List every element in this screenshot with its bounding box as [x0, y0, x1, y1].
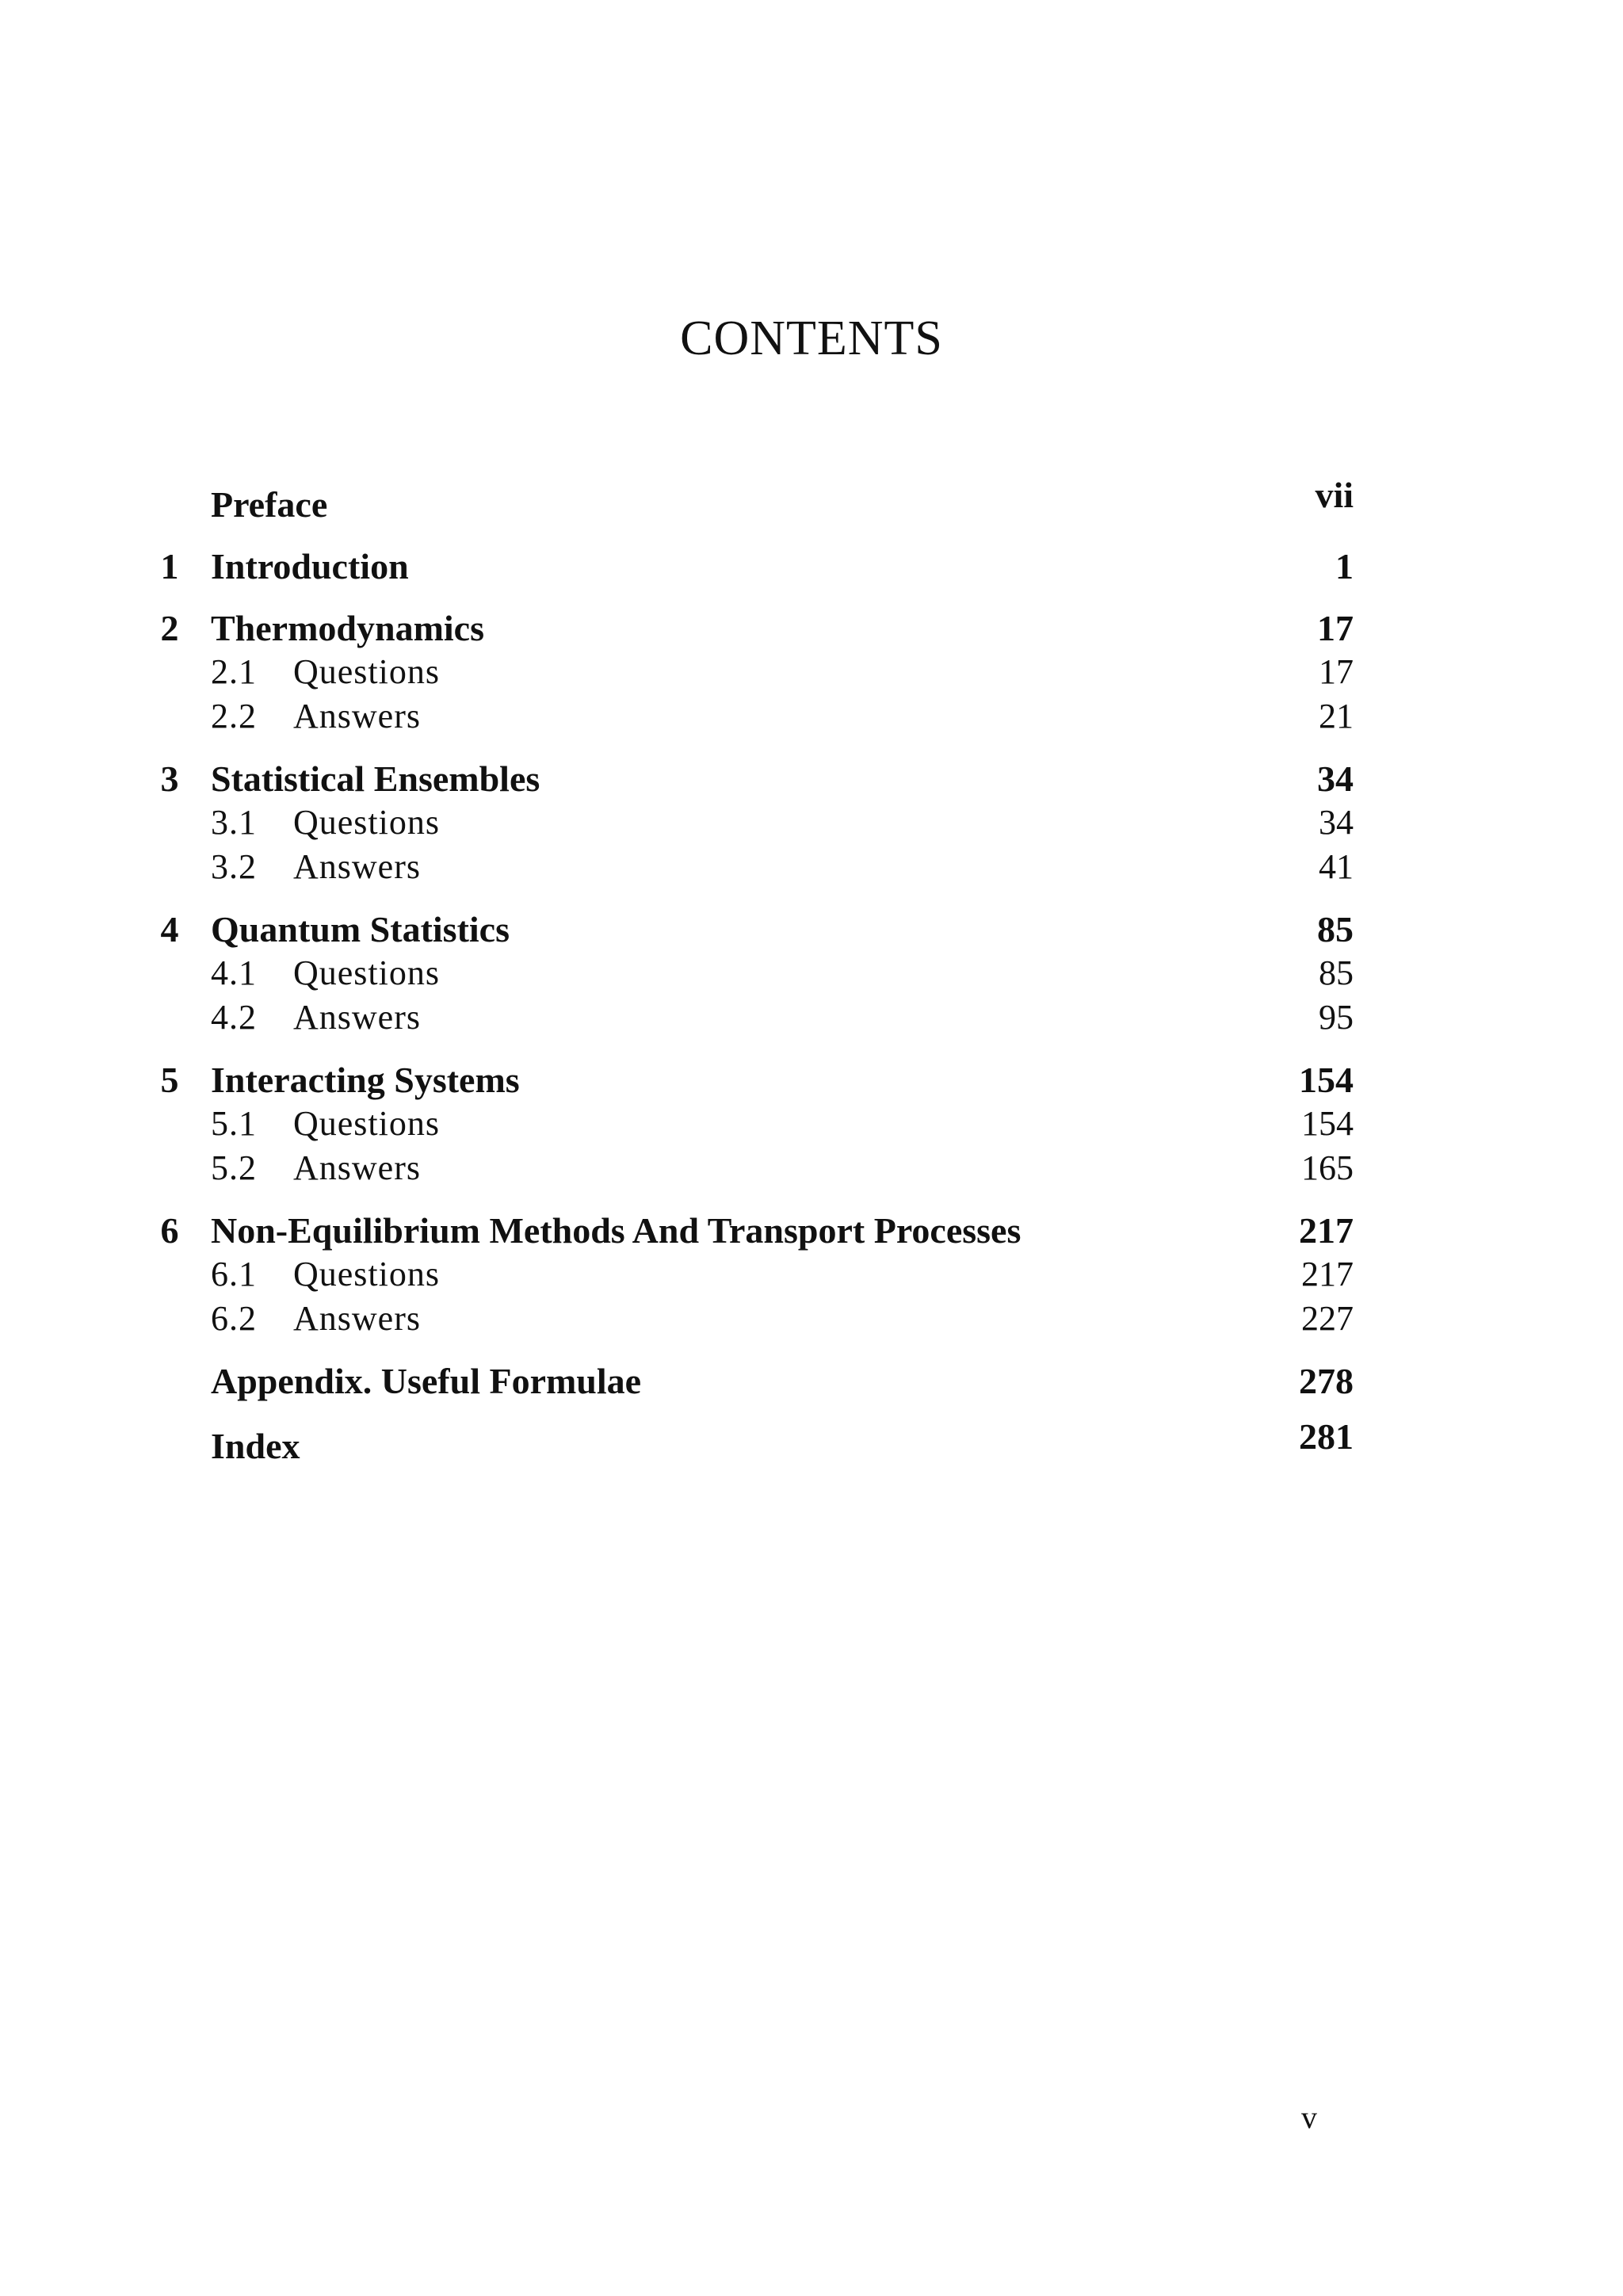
- section-number: 4.1: [211, 953, 257, 992]
- toc-entry-section-3-2[interactable]: [0, 846, 1623, 891]
- page-ref: 41: [1319, 847, 1354, 886]
- toc-entry-chapter-2[interactable]: [0, 607, 1623, 651]
- chapter-title: Quantum Statistics: [211, 909, 510, 949]
- section-title: Answers: [293, 847, 421, 886]
- page-ref: 17: [1319, 652, 1354, 691]
- chapter-number: 1: [160, 546, 179, 586]
- toc-entry-chapter-6[interactable]: [0, 1209, 1623, 1254]
- section-title: Questions: [293, 652, 440, 691]
- chapter-title: Introduction: [211, 546, 409, 586]
- toc-entry-index[interactable]: [0, 1416, 1623, 1469]
- chapter-title: Thermodynamics: [211, 608, 484, 648]
- section-number: 5.2: [211, 1148, 257, 1187]
- chapter-number: 5: [160, 1060, 179, 1100]
- section-title: Questions: [293, 803, 440, 842]
- section-title: Answers: [293, 1148, 421, 1187]
- chapter-title: Index: [211, 1426, 300, 1466]
- toc-entry-section-4-1[interactable]: [0, 953, 1623, 997]
- section-number: 3.2: [211, 847, 257, 886]
- section-number: 3.1: [211, 803, 257, 842]
- page-ref: 34: [1319, 803, 1354, 842]
- section-title: Questions: [293, 1255, 440, 1293]
- chapter-number: 4: [160, 909, 179, 949]
- chapter-title: Appendix. Useful Formulae: [211, 1361, 642, 1401]
- toc-entry-preface[interactable]: [0, 475, 1623, 528]
- page-ref: 154: [1299, 1060, 1354, 1100]
- toc-entry-section-6-2[interactable]: [0, 1298, 1623, 1343]
- page-ref: 1: [1335, 546, 1354, 586]
- page-ref: 227: [1301, 1299, 1354, 1338]
- page-ref: 278: [1299, 1361, 1354, 1401]
- page-ref: 154: [1301, 1104, 1354, 1143]
- toc-entry-section-5-2[interactable]: [0, 1148, 1623, 1192]
- chapter-title: Preface: [211, 484, 328, 525]
- page-ref: 17: [1317, 608, 1354, 648]
- section-title: Questions: [293, 1104, 440, 1143]
- section-number: 2.1: [211, 652, 257, 691]
- toc-entry-chapter-1[interactable]: [0, 545, 1623, 590]
- chapter-number: 6: [160, 1210, 179, 1251]
- section-title: Questions: [293, 953, 440, 992]
- section-number: 6.1: [211, 1255, 257, 1293]
- toc-entry-section-5-1[interactable]: [0, 1103, 1623, 1148]
- toc-entry-chapter-3[interactable]: [0, 758, 1623, 802]
- page-ref: 217: [1301, 1255, 1354, 1293]
- section-title: Answers: [293, 697, 421, 735]
- toc-entry-section-4-2[interactable]: [0, 997, 1623, 1041]
- chapter-title: Non-Equilibrium Methods And Transport Processes: [211, 1210, 1022, 1251]
- toc-entry-chapter-5[interactable]: [0, 1059, 1623, 1103]
- page-ref: 281: [1299, 1416, 1354, 1457]
- toc-entry-chapter-4[interactable]: [0, 908, 1623, 953]
- toc-entry-section-3-1[interactable]: [0, 802, 1623, 846]
- chapter-title: Statistical Ensembles: [211, 758, 540, 799]
- chapter-number: 2: [160, 608, 179, 648]
- toc-entry-section-2-1[interactable]: [0, 651, 1623, 696]
- page-ref: 85: [1319, 953, 1354, 992]
- section-number: 6.2: [211, 1299, 257, 1338]
- page-ref: 85: [1317, 909, 1354, 949]
- chapter-number: 3: [160, 758, 179, 799]
- toc-entry-appendix[interactable]: [0, 1360, 1623, 1404]
- section-number: 4.2: [211, 998, 257, 1037]
- page-title: CONTENTS: [680, 311, 943, 365]
- section-number: 5.1: [211, 1104, 257, 1143]
- chapter-title: Interacting Systems: [211, 1060, 520, 1100]
- page-ref: 34: [1317, 758, 1354, 799]
- toc-entry-section-2-2[interactable]: [0, 696, 1623, 740]
- page-ref: vii: [1315, 475, 1354, 515]
- section-title: Answers: [293, 998, 421, 1037]
- page-ref: 95: [1319, 998, 1354, 1037]
- toc-entry-section-6-1[interactable]: [0, 1254, 1623, 1298]
- section-number: 2.2: [211, 697, 257, 735]
- page-ref: 217: [1299, 1210, 1354, 1251]
- page-number: v: [1301, 2099, 1317, 2135]
- section-title: Answers: [293, 1299, 421, 1338]
- page-ref: 165: [1301, 1148, 1354, 1187]
- page-ref: 21: [1319, 697, 1354, 735]
